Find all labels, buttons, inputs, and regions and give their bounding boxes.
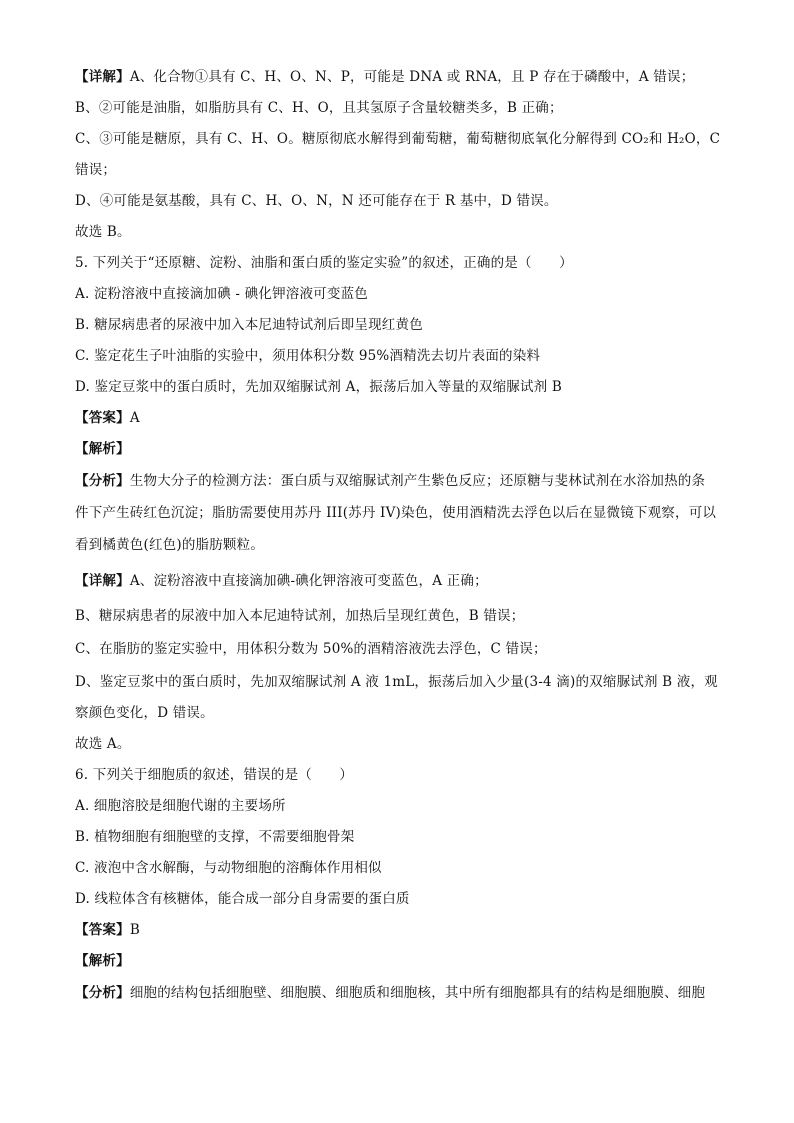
line-text: 察颜色变化，D 错误。	[75, 705, 214, 721]
line-text: C、在脂肪的鉴定实验中，用体积分数为 50%的酒精溶液洗去浮色，C 错误；	[75, 641, 547, 657]
text-line	[75, 673, 725, 691]
line-text: D、鉴定豆浆中的蛋白质时，先加双缩脲试剂 A 液 1mL，振荡后加入少量(3-4 滴)的双缩脲试剂 B 液，观	[75, 674, 718, 690]
line-text: 5. 下列关于“还原糖、淀粉、油脂和蛋白质的鉴定实验”的叙述，正确的是（ ）	[75, 255, 573, 271]
answer-line	[75, 409, 725, 427]
text-line	[75, 223, 725, 241]
line-text: A、化合物①具有 C、H、O、N、P，可能是 DNA 或 RNA，且 P 存在于磷酸中，A 错误；	[129, 69, 695, 85]
answer-tag: 【答案】	[75, 410, 130, 426]
option-b	[75, 316, 725, 334]
text-line	[75, 504, 725, 522]
option-d	[75, 890, 725, 908]
line-text: A、淀粉溶液中直接滴加碘-碘化钾溶液可变蓝色，A 正确；	[129, 573, 488, 589]
option-d	[75, 378, 725, 396]
answer-value: B	[129, 922, 140, 938]
line-text: C. 鉴定花生子叶油脂的实验中，须用体积分数 95%酒精洗去切片表面的染料	[75, 348, 541, 364]
text-line	[75, 130, 725, 148]
question-5-stem	[75, 254, 725, 272]
analysis-tag: 【解析】	[75, 953, 130, 969]
section-tag: 【分析】	[75, 473, 130, 489]
analysis-heading	[75, 952, 725, 970]
answer-line	[75, 921, 725, 939]
line-text: B、②可能是油脂，如脂肪具有 C、H、O，且其氢原子含量较糖类多，B 正确；	[75, 100, 563, 116]
analysis-tag: 【解析】	[75, 441, 130, 457]
text-line	[75, 536, 725, 554]
question-6-stem	[75, 766, 725, 784]
analysis-heading	[75, 440, 725, 458]
line-text: 错误；	[75, 162, 117, 178]
line-text: D、④可能是氨基酸，具有 C、H、O、N，N 还可能存在于 R 基中，D 错误。	[75, 193, 558, 209]
option-a	[75, 285, 725, 303]
text-line	[75, 161, 725, 179]
option-a	[75, 797, 725, 815]
text-line	[75, 607, 725, 625]
line-text: D. 鉴定豆浆中的蛋白质时，先加双缩脲试剂 A，振荡后加入等量的双缩脲试剂 B	[75, 379, 562, 395]
text-line	[75, 735, 725, 753]
line-text: 6. 下列关于细胞质的叙述，错误的是（ ）	[75, 767, 354, 783]
text-line	[75, 984, 725, 1002]
option-c	[75, 347, 725, 365]
text-line	[75, 192, 725, 210]
option-c	[75, 859, 725, 877]
section-tag: 【详解】	[75, 69, 130, 85]
line-text: 件下产生砖红色沉淀；脂肪需要使用苏丹 III(苏丹 IV)染色，使用酒精洗去浮色以后在显微镜下观察，可以	[75, 505, 717, 521]
answer-value: A	[129, 410, 140, 426]
line-text: 故选 B。	[75, 224, 131, 240]
section-tag: 【详解】	[75, 573, 130, 589]
section-tag: 【分析】	[75, 985, 130, 1001]
line-text: 生物大分子的检测方法：蛋白质与双缩脲试剂产生紫色反应；还原糖与斐林试剂在水浴加热的条	[129, 473, 706, 489]
line-text: B. 植物细胞有细胞壁的支撑，不需要细胞骨架	[75, 829, 355, 845]
line-text: C. 液泡中含水解酶，与动物细胞的溶酶体作用相似	[75, 860, 382, 876]
line-text: C、③可能是糖原，具有 C、H、O。糖原彻底水解得到葡萄糖，葡萄糖彻底氧化分解得到 CO₂和 H₂O，C	[75, 131, 721, 147]
text-line	[75, 572, 725, 590]
line-text: D. 线粒体含有核糖体，能合成一部分自身需要的蛋白质	[75, 891, 410, 907]
line-text: A. 淀粉溶液中直接滴加碘 - 碘化钾溶液可变蓝色	[75, 286, 368, 302]
line-text: B、糖尿病患者的尿液中加入本尼迪特试剂，加热后呈现红黄色，B 错误；	[75, 608, 525, 624]
option-b	[75, 828, 725, 846]
text-line	[75, 68, 725, 86]
answer-tag: 【答案】	[75, 922, 130, 938]
text-line	[75, 640, 725, 658]
line-text: B. 糖尿病患者的尿液中加入本尼迪特试剂后即呈现红黄色	[75, 317, 423, 333]
line-text: A. 细胞溶胶是细胞代谢的主要场所	[75, 798, 286, 814]
line-text: 故选 A。	[75, 736, 131, 752]
line-text: 细胞的结构包括细胞壁、细胞膜、细胞质和细胞核，其中所有细胞都具有的结构是细胞膜、细胞	[129, 985, 706, 1001]
text-line	[75, 472, 725, 490]
line-text: 看到橘黄色(红色)的脂肪颗粒。	[75, 537, 265, 553]
text-line	[75, 99, 725, 117]
text-line	[75, 704, 725, 722]
